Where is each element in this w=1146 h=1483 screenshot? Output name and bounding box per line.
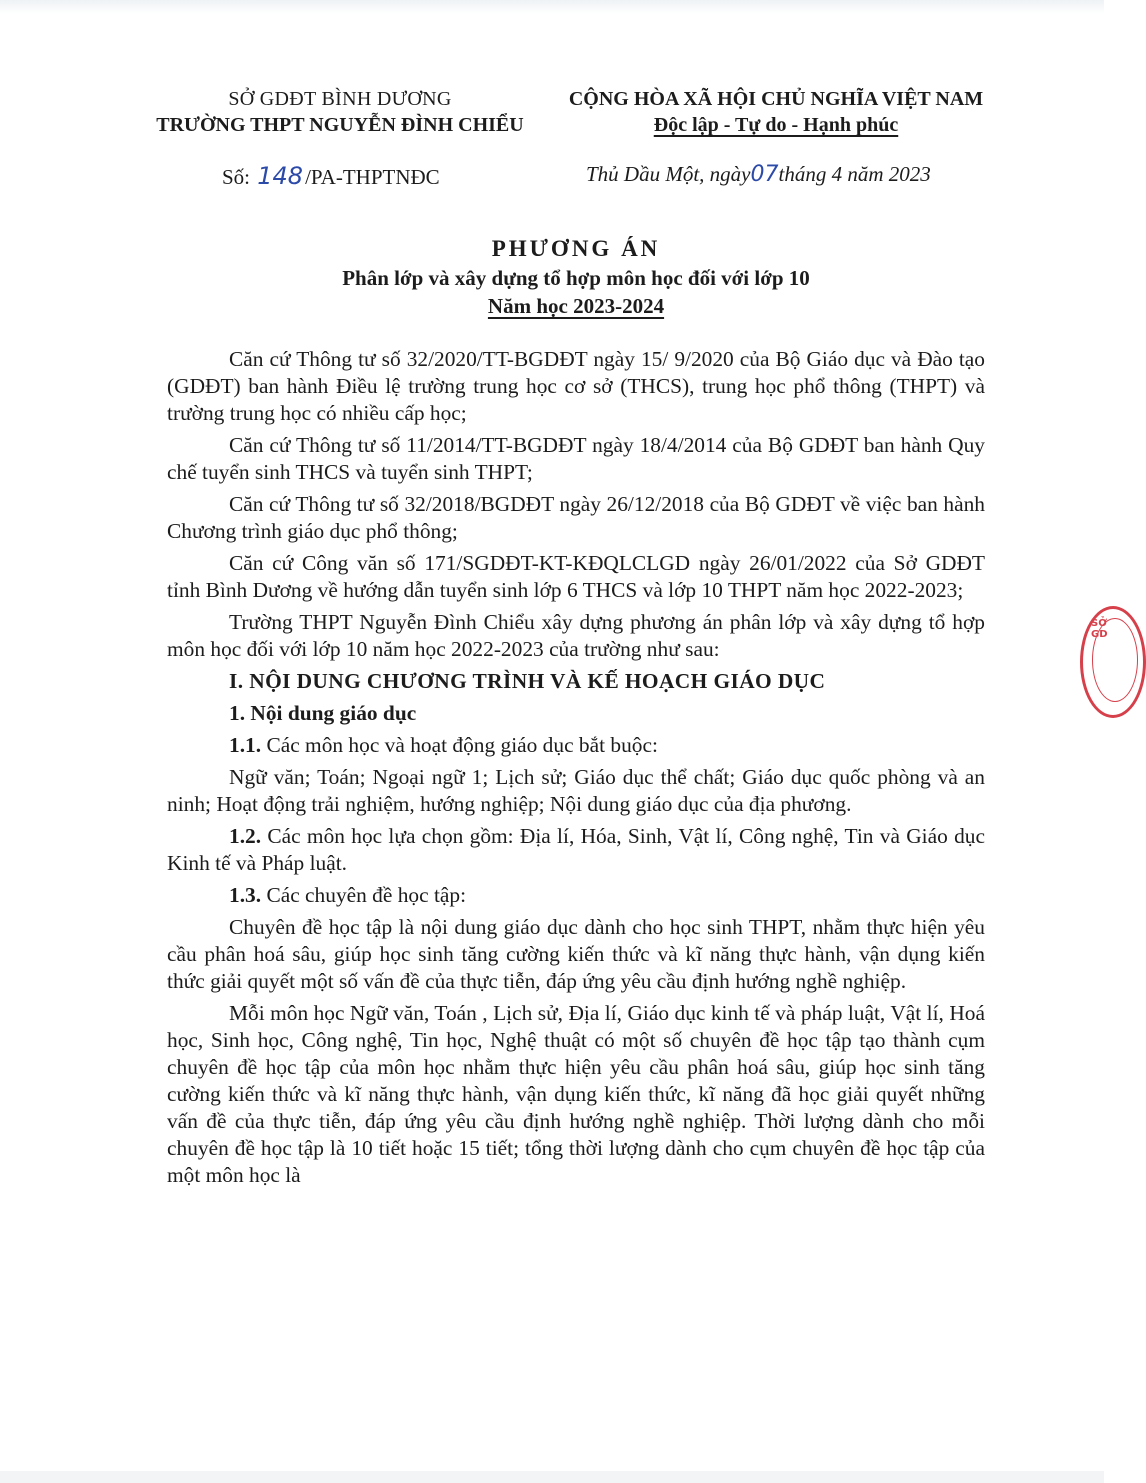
- item-number: 1.3.: [229, 883, 262, 907]
- item-1-3: [167, 882, 985, 909]
- intro-paragraph: Trường THPT Nguyễn Đình Chiểu xây dựng phương án phân lớp và xây dựng tổ hợp môn học đối với lớp 10 năm học 2022-2023 của trường như sau:: [167, 610, 985, 661]
- item-1-1: [167, 732, 985, 759]
- legal-basis-paragraph: Căn cứ Thông tư số 32/2020/TT-BGDĐT ngày 15/ 9/2020 của Bộ Giáo dục và Đào tạo (GDĐT) ban hành Điều lệ trường trung học cơ sở (THCS), trung học phổ thông (THPT) và trường trung học có nhiều cấp học;: [167, 347, 985, 425]
- subsection-heading: 1. Nội dung giáo dục: [229, 701, 417, 725]
- document-number: [222, 162, 440, 190]
- legal-basis-paragraph: Căn cứ Công văn số 171/SGDĐT-KT-KĐQLCLGD ngày 26/01/2022 của Sở GDĐT tỉnh Bình Dương về hướng dẫn tuyển sinh lớp 6 THCS và lớp 10 THPT năm học 2022-2023;: [167, 551, 985, 602]
- department-name: SỞ GDĐT BÌNH DƯƠNG: [228, 88, 452, 110]
- document-subtitle: Phân lớp và xây dựng tổ hợp môn học đối với lớp 10: [342, 266, 810, 290]
- document-title: PHƯƠNG ÁN: [491, 236, 661, 261]
- item-text: Các môn học và hoạt động giáo dục bắt buộc:: [266, 733, 658, 757]
- legal-basis-paragraph: Căn cứ Thông tư số 32/2018/BGDĐT ngày 26/12/2018 của Bộ GDĐT về việc ban hành Chương trình giáo dục phổ thông;: [167, 492, 985, 543]
- item-number: 1.2.: [229, 824, 262, 848]
- issuing-agency-header: [140, 86, 540, 138]
- scan-bottom-edge: [0, 1471, 1104, 1483]
- document-number-suffix: /PA-THPTNĐC: [305, 165, 440, 189]
- date-suffix: tháng 4 năm 2023: [778, 162, 931, 186]
- item-number: 1.1.: [229, 733, 262, 757]
- required-subjects-paragraph: Ngữ văn; Toán; Ngoại ngữ 1; Lịch sử; Giáo dục thể chất; Giáo dục quốc phòng và an ninh; Hoạt động trải nghiệm, hướng nghiệp; Nội dung giáo dục của địa phương.: [167, 765, 985, 816]
- section-heading: I. NỘI DUNG CHƯƠNG TRÌNH VÀ KẾ HOẠCH GIÁO DỤC: [229, 669, 826, 693]
- handwritten-number: 148: [257, 162, 304, 190]
- title-block: [170, 234, 982, 320]
- document-number-prefix: Số:: [222, 165, 251, 189]
- school-year: Năm học 2023-2024: [487, 294, 665, 318]
- document-body: [167, 346, 985, 1189]
- country-name: CỘNG HÒA XÃ HỘI CHỦ NGHĨA VIỆT NAM: [568, 88, 984, 110]
- handwritten-day: 07: [750, 162, 779, 187]
- item-text: Các chuyên đề học tập:: [266, 883, 467, 907]
- item-1-2: [167, 823, 985, 877]
- document-date: [586, 162, 931, 187]
- date-prefix: Thủ Dầu Một, ngày: [586, 162, 751, 186]
- topics-paragraph: Chuyên đề học tập là nội dung giáo dục dành cho học sinh THPT, nhằm thực hiện yêu cầu phân hoá sâu, giúp học sinh tăng cường kiến thức và kĩ năng thực hành, vận dụng kiến thức giải quyết một số vấn đề của thực tiễn, đáp ứng yêu cầu định hướng nghề nghiệp.: [167, 915, 985, 993]
- school-name: TRƯỜNG THPT NGUYỄN ĐÌNH CHIỂU: [156, 114, 524, 136]
- legal-basis-paragraph: Căn cứ Thông tư số 11/2014/TT-BGDĐT ngày 18/4/2014 của Bộ GDĐT ban hành Quy chế tuyển sinh THCS và tuyển sinh THPT;: [167, 433, 985, 484]
- red-seal-text: SỞ GD: [1091, 618, 1108, 640]
- national-motto: Độc lập - Tự do - Hạnh phúc: [653, 114, 899, 136]
- national-header: [548, 86, 1004, 138]
- item-text: Các môn học lựa chọn gồm: Địa lí, Hóa, Sinh, Vật lí, Công nghệ, Tin và Giáo dục Kinh tế và Pháp luật.: [167, 824, 985, 875]
- topics-detail-paragraph: Mỗi môn học Ngữ văn, Toán , Lịch sử, Địa lí, Giáo dục kinh tế và pháp luật, Vật lí, Hoá học, Sinh học, Công nghệ, Tin học, Nghệ thuật có một số chuyên đề học tập tạo thành cụm chuyên đề học tập của môn học nhằm thực hiện yêu cầu phân hoá sâu, giúp học sinh tăng cường kiến thức và kĩ năng thực hành, vận dụng kiến thức, kĩ năng đã học giải quyết những vấn đề của thực tiễn, đáp ứng yêu cầu định hướng nghề nghiệp. Thời lượng dành cho mỗi chuyên đề học tập là 10 tiết hoặc 15 tiết; tổng thời lượng dành cho cụm chuyên đề học tập của một môn học là: [167, 1001, 985, 1187]
- scan-top-edge: [0, 0, 1104, 14]
